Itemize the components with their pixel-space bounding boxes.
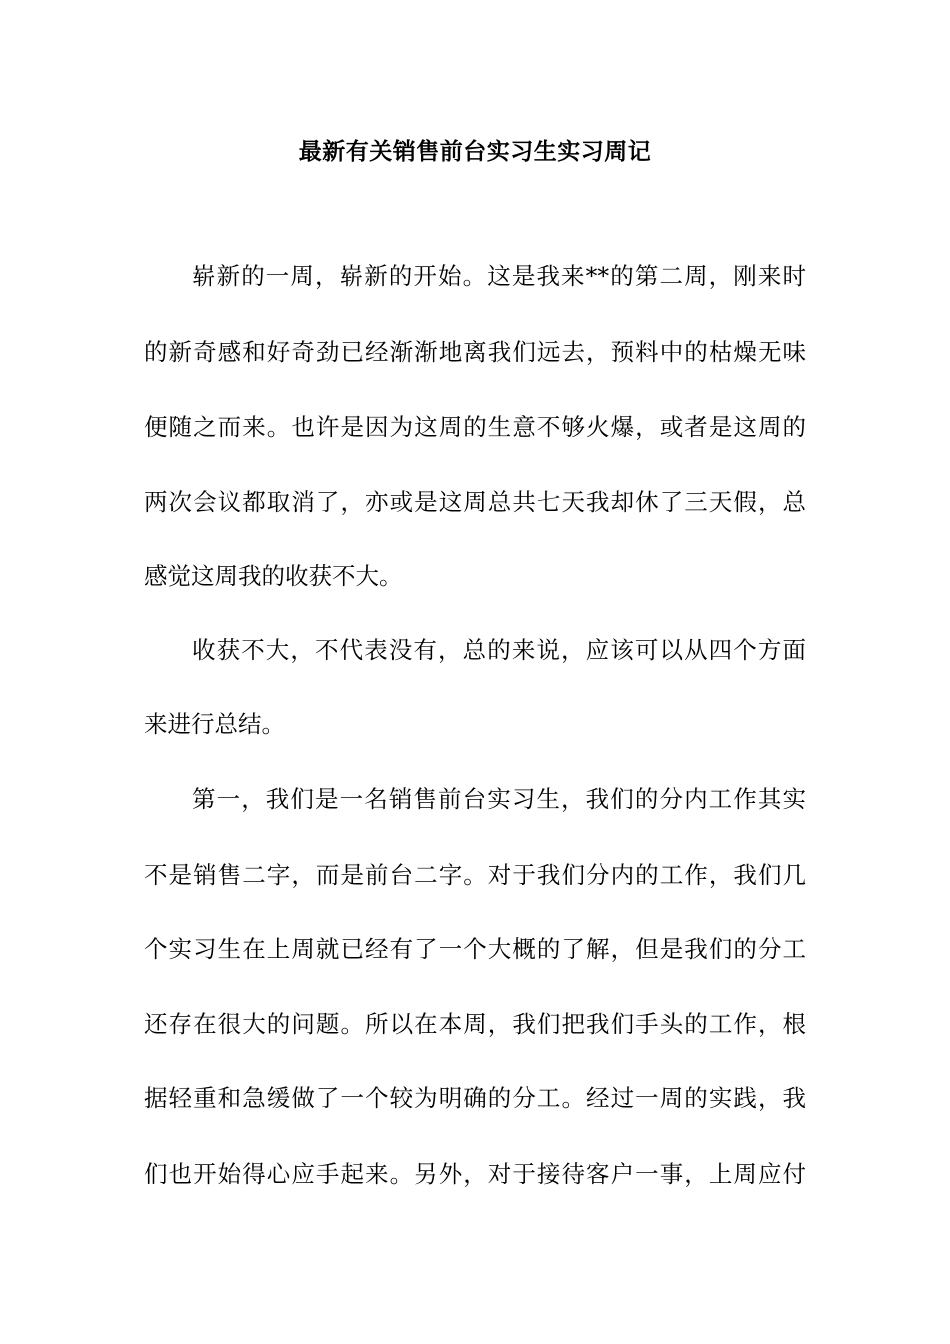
paragraph-line: 收获不大，不代表没有，总的来说，应该可以从四个方面 bbox=[192, 636, 806, 664]
paragraph-line: 据轻重和急缓做了一个较为明确的分工。经过一周的实践，我 bbox=[144, 1084, 806, 1112]
paragraph-line: 还存在很大的问题。所以在本周，我们把我们手头的工作，根 bbox=[144, 1010, 806, 1038]
paragraph-line: 个实习生在上周就已经有了一个大概的了解，但是我们的分工 bbox=[144, 935, 806, 963]
paragraph-line: 便随之而来。也许是因为这周的生意不够火爆，或者是这周的 bbox=[144, 413, 806, 441]
paragraph-line: 来进行总结。 bbox=[144, 710, 285, 738]
paragraph-line: 第一，我们是一名销售前台实习生，我们的分内工作其实 bbox=[192, 785, 806, 813]
paragraph-line: 崭新的一周，崭新的开始。这是我来**的第二周，刚来时 bbox=[192, 262, 806, 290]
paragraph-line: 们也开始得心应手起来。另外，对于接待客户一事，上周应付 bbox=[144, 1160, 806, 1188]
paragraph-line: 不是销售二字，而是前台二字。对于我们分内的工作，我们几 bbox=[144, 861, 806, 889]
paragraph-line: 两次会议都取消了，亦或是这周总共七天我却休了三天假，总 bbox=[144, 488, 806, 516]
document-title: 最新有关销售前台实习生实习周记 bbox=[298, 138, 652, 165]
paragraph-line: 的新奇感和好奇劲已经渐渐地离我们远去，预料中的枯燥无味 bbox=[144, 338, 806, 366]
paragraph-line: 感觉这周我的收获不大。 bbox=[144, 562, 403, 590]
